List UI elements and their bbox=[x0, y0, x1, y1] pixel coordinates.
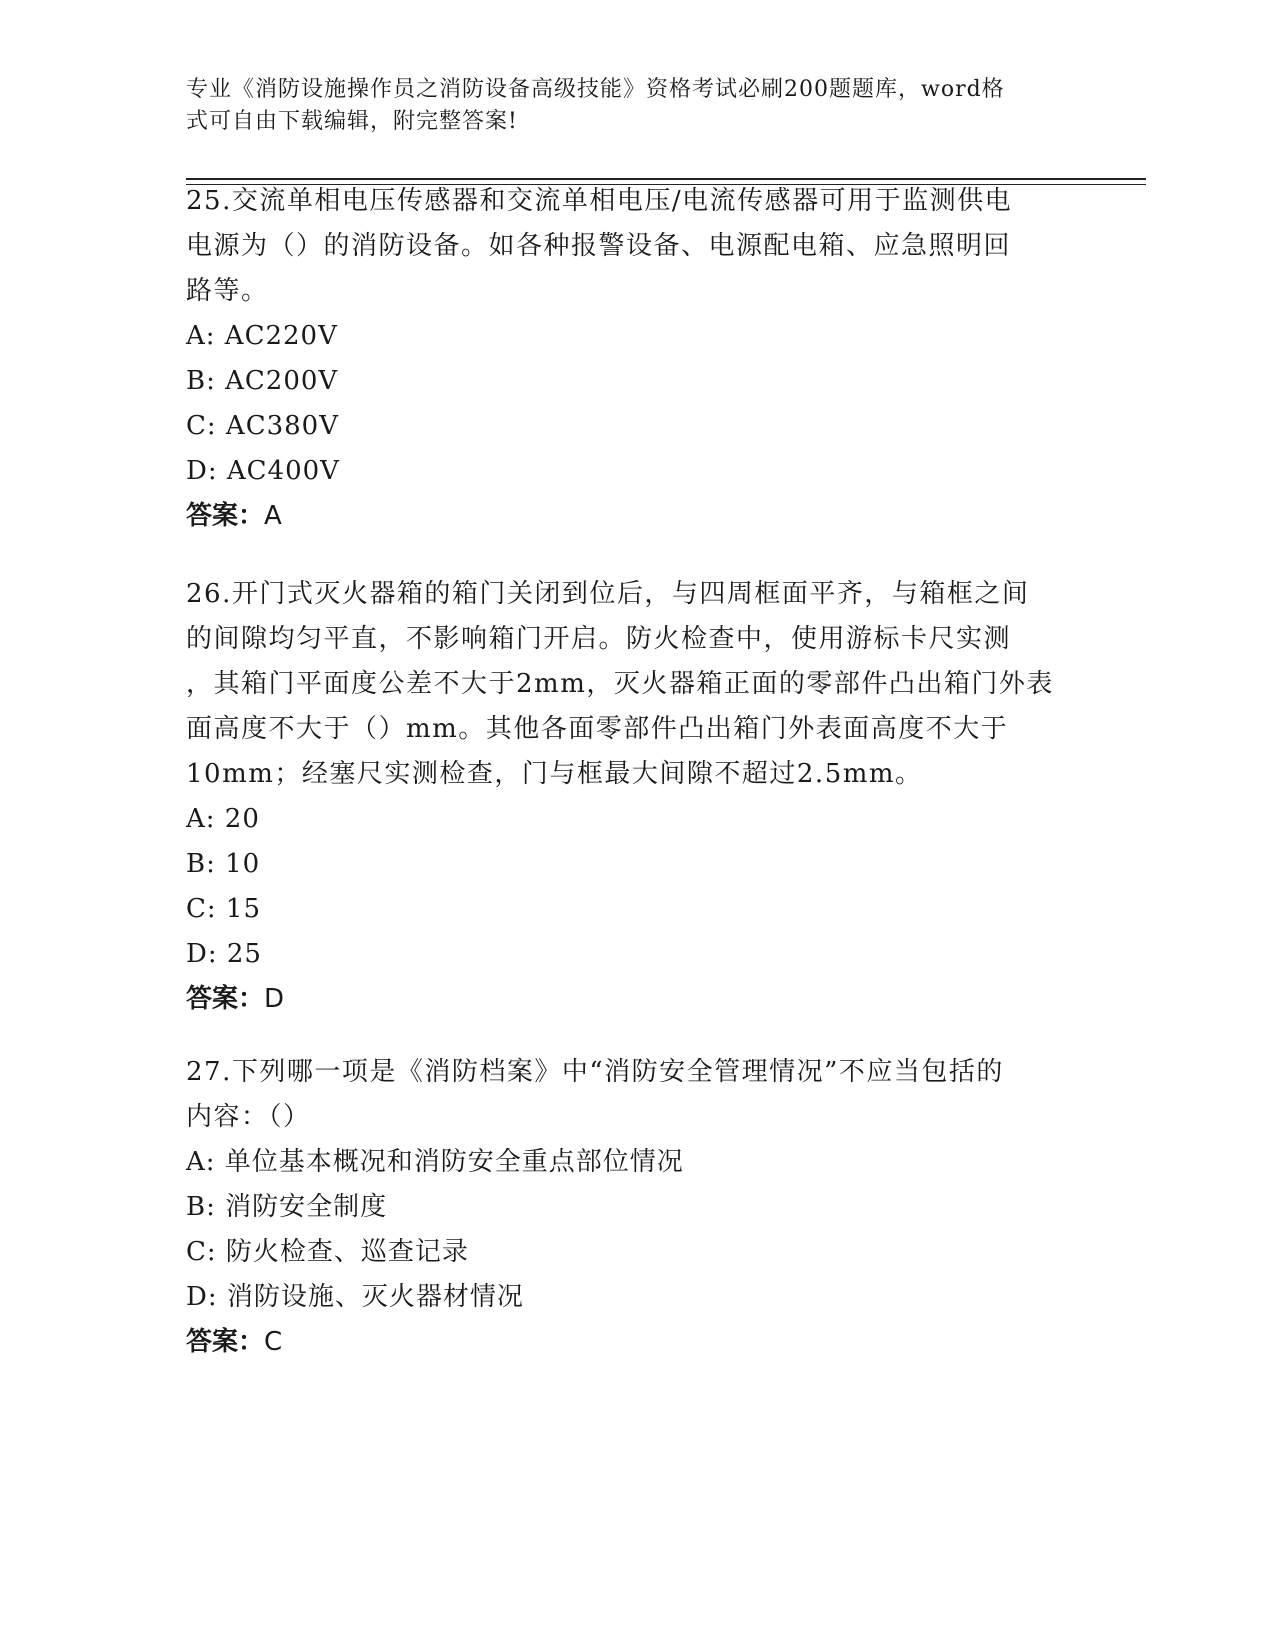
answer-value: A bbox=[264, 501, 282, 531]
option-d: D: AC400V bbox=[186, 456, 340, 486]
question-text bbox=[186, 572, 1086, 797]
question-line: 10mm；经塞尺实测检查，门与框最大间隙不超过2.5mm。 bbox=[186, 759, 923, 789]
question-line: 路等。 bbox=[186, 276, 269, 306]
option-c: C: 15 bbox=[186, 894, 262, 924]
answer-line bbox=[186, 977, 1086, 1022]
question-line: ，其箱门平面度公差不大于2mm，灭火器箱正面的零部件凸出箱门外表 bbox=[186, 669, 1054, 699]
option-c: C: 防火检查、巡查记录 bbox=[186, 1237, 469, 1267]
option-b: B: 消防安全制度 bbox=[186, 1192, 388, 1222]
answer-label: 答案： bbox=[186, 984, 265, 1014]
option-b: B: 10 bbox=[186, 849, 261, 879]
option-d: D: 25 bbox=[186, 939, 262, 969]
option-d: D: 消防设施、灭火器材情况 bbox=[186, 1282, 524, 1312]
document-header bbox=[186, 74, 1066, 138]
answer-label: 答案： bbox=[186, 1327, 265, 1357]
question-line: 27.下列哪一项是《消防档案》中“消防安全管理情况”不应当包括的 bbox=[186, 1057, 1004, 1087]
question-text bbox=[186, 179, 1086, 314]
question-25 bbox=[186, 179, 1086, 539]
answer-value: D bbox=[264, 984, 285, 1014]
header-line-2: 式可自由下载编辑，附完整答案! bbox=[186, 109, 518, 134]
question-line: 25.交流单相电压传感器和交流单相电压/电流传感器可用于监测供电 bbox=[186, 186, 1013, 216]
option-a: A: 20 bbox=[186, 804, 260, 834]
question-text bbox=[186, 1050, 1086, 1140]
question-27 bbox=[186, 1050, 1086, 1365]
option-c: C: AC380V bbox=[186, 411, 339, 441]
question-line: 26.开门式灭火器箱的箱门关闭到位后，与四周框面平齐，与箱框之间 bbox=[186, 579, 1030, 609]
question-line: 电源为（）的消防设备。如各种报警设备、电源配电箱、应急照明回 bbox=[186, 231, 1012, 261]
answer-label: 答案： bbox=[186, 501, 265, 531]
question-line: 内容：（） bbox=[186, 1102, 311, 1132]
answer-line bbox=[186, 494, 1086, 539]
question-line: 的间隙均匀平直，不影响箱门开启。防火检查中，使用游标卡尺实测 bbox=[186, 624, 1012, 654]
question-26 bbox=[186, 572, 1086, 1022]
option-b: B: AC200V bbox=[186, 366, 339, 396]
question-line: 面高度不大于（）mm。其他各面零部件凸出箱门外表面高度不大于 bbox=[186, 714, 1009, 744]
answer-value: C bbox=[264, 1327, 283, 1357]
option-a: A: AC220V bbox=[186, 321, 338, 351]
header-line-1: 专业《消防设施操作员之消防设备高级技能》资格考试必刷200题题库，word格 bbox=[186, 77, 1005, 102]
option-a: A: 单位基本概况和消防安全重点部位情况 bbox=[186, 1147, 684, 1177]
answer-line bbox=[186, 1320, 1086, 1365]
